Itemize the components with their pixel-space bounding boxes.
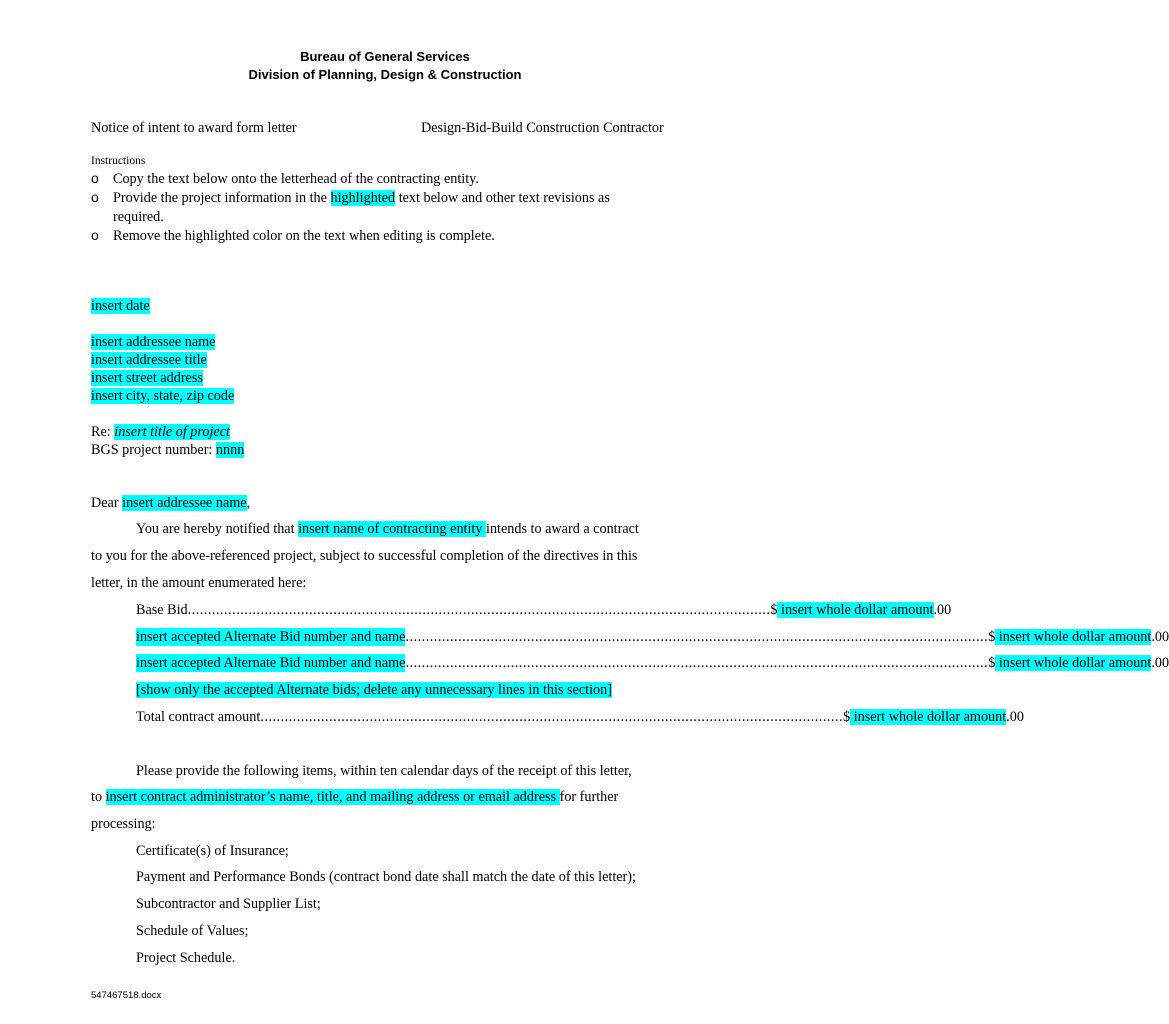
dollar-sign: $: [770, 602, 778, 618]
required-item: Project Schedule.: [136, 950, 236, 966]
alternate-bids-note: [show only the accepted Alternate bids; delete any unnecessary lines in this section]: [136, 682, 612, 698]
salutation-name: insert addressee name: [122, 495, 247, 511]
header-bureau: Bureau of General Services: [300, 49, 470, 64]
dollar-sign: $: [843, 709, 851, 725]
amount-value: [988, 628, 1169, 646]
bullet-icon: o: [91, 170, 99, 186]
instruction-item-3: Remove the highlighted color on the text when editing is complete.: [113, 228, 495, 244]
re-label: Re:: [91, 424, 115, 440]
bgs-project-number: nnnn: [215, 442, 245, 458]
salutation-label: Dear: [91, 495, 123, 511]
leader-dots: ................................................................................................................................................: [187, 602, 771, 618]
amount-cents: .00: [933, 602, 952, 618]
instruction-item-2-highlight: highlighted: [330, 190, 396, 206]
para1-pre: You are hereby notified that: [136, 521, 299, 537]
amount-value: [843, 708, 1024, 726]
amount-label: insert accepted Alternate Bid number and name: [136, 655, 406, 671]
amount-cents: .00: [1006, 709, 1024, 725]
header-division: Division of Planning, Design & Construction: [248, 67, 522, 82]
addressee-street: insert street address: [91, 370, 203, 386]
doc-title-left: Notice of intent to award form letter: [91, 120, 297, 136]
dollar-sign: $: [988, 629, 996, 645]
letter-date: insert date: [91, 298, 150, 314]
bgs-line: [91, 443, 244, 457]
amount-placeholder: insert whole dollar amount: [995, 629, 1152, 645]
amount-label: Total contract amount: [136, 709, 261, 725]
para1-line3: letter, in the amount enumerated here:: [91, 575, 307, 591]
footer-filename: 547467518.docx: [91, 990, 162, 1001]
leader-dots: ................................................................................................................................................: [405, 655, 989, 671]
para1-contracting-entity: insert name of contracting entity: [298, 521, 487, 537]
para2-post: for further: [559, 789, 619, 805]
instructions-heading: Instructions: [91, 155, 146, 167]
amount-row-alternate-2: [136, 654, 1169, 672]
re-project-title: insert title of project: [114, 424, 230, 440]
leader-dots: ................................................................................................................................................: [405, 629, 989, 645]
amount-cents: .00: [1151, 655, 1169, 671]
amount-label: insert accepted Alternate Bid number and name: [136, 629, 406, 645]
amount-placeholder: insert whole dollar amount: [777, 602, 934, 618]
dollar-sign: $: [988, 655, 996, 671]
amount-label: Base Bid: [136, 602, 188, 618]
para2-line2: [91, 790, 618, 804]
para1-line1: [136, 522, 639, 536]
required-item: Certificate(s) of Insurance;: [136, 843, 289, 859]
leader-dots: ................................................................................................................................................: [260, 709, 844, 725]
para2-to: to: [91, 789, 106, 805]
amount-row-total: [136, 708, 1024, 726]
para2-contract-administrator: insert contract administrator’s name, title, and mailing address or email address: [105, 789, 560, 805]
re-line: [91, 425, 230, 439]
para2-line3: processing:: [91, 816, 156, 832]
amount-placeholder: insert whole dollar amount: [850, 709, 1007, 725]
salutation: [91, 496, 250, 510]
para2-line1: Please provide the following items, within ten calendar days of the receipt of this letter,: [136, 763, 632, 779]
doc-title-right: Design-Bid-Build Construction Contractor: [421, 120, 664, 136]
amount-row-base-bid: [136, 601, 952, 619]
bullet-icon: o: [91, 189, 99, 205]
instruction-item-1: Copy the text below onto the letterhead of the contracting entity.: [113, 171, 479, 187]
addressee-title: insert addressee title: [91, 352, 207, 368]
bullet-icon: o: [91, 227, 99, 243]
instruction-item-2-pre: Provide the project information in the: [113, 190, 331, 206]
required-item: Schedule of Values;: [136, 923, 249, 939]
bgs-label: BGS project number:: [91, 442, 216, 458]
amount-value: [988, 654, 1169, 672]
amount-value: [770, 601, 951, 619]
instruction-item-2: [113, 191, 610, 205]
para1-line2: to you for the above-referenced project, subject to successful completion of the directives in this: [91, 548, 638, 564]
instruction-item-2-post: text below and other text revisions as: [395, 190, 610, 206]
amount-row-alternate-1: [136, 628, 1169, 646]
instruction-item-2-cont: required.: [113, 209, 164, 225]
required-item: Subcontractor and Supplier List;: [136, 896, 321, 912]
amount-cents: .00: [1151, 629, 1169, 645]
amount-placeholder: insert whole dollar amount: [995, 655, 1152, 671]
salutation-comma: ,: [246, 495, 251, 511]
required-item: Payment and Performance Bonds (contract bond date shall match the date of this letter);: [136, 869, 636, 885]
addressee-name: insert addressee name: [91, 334, 216, 350]
para1-post: intends to award a contract: [486, 521, 639, 537]
addressee-city: insert city, state, zip code: [91, 388, 235, 404]
